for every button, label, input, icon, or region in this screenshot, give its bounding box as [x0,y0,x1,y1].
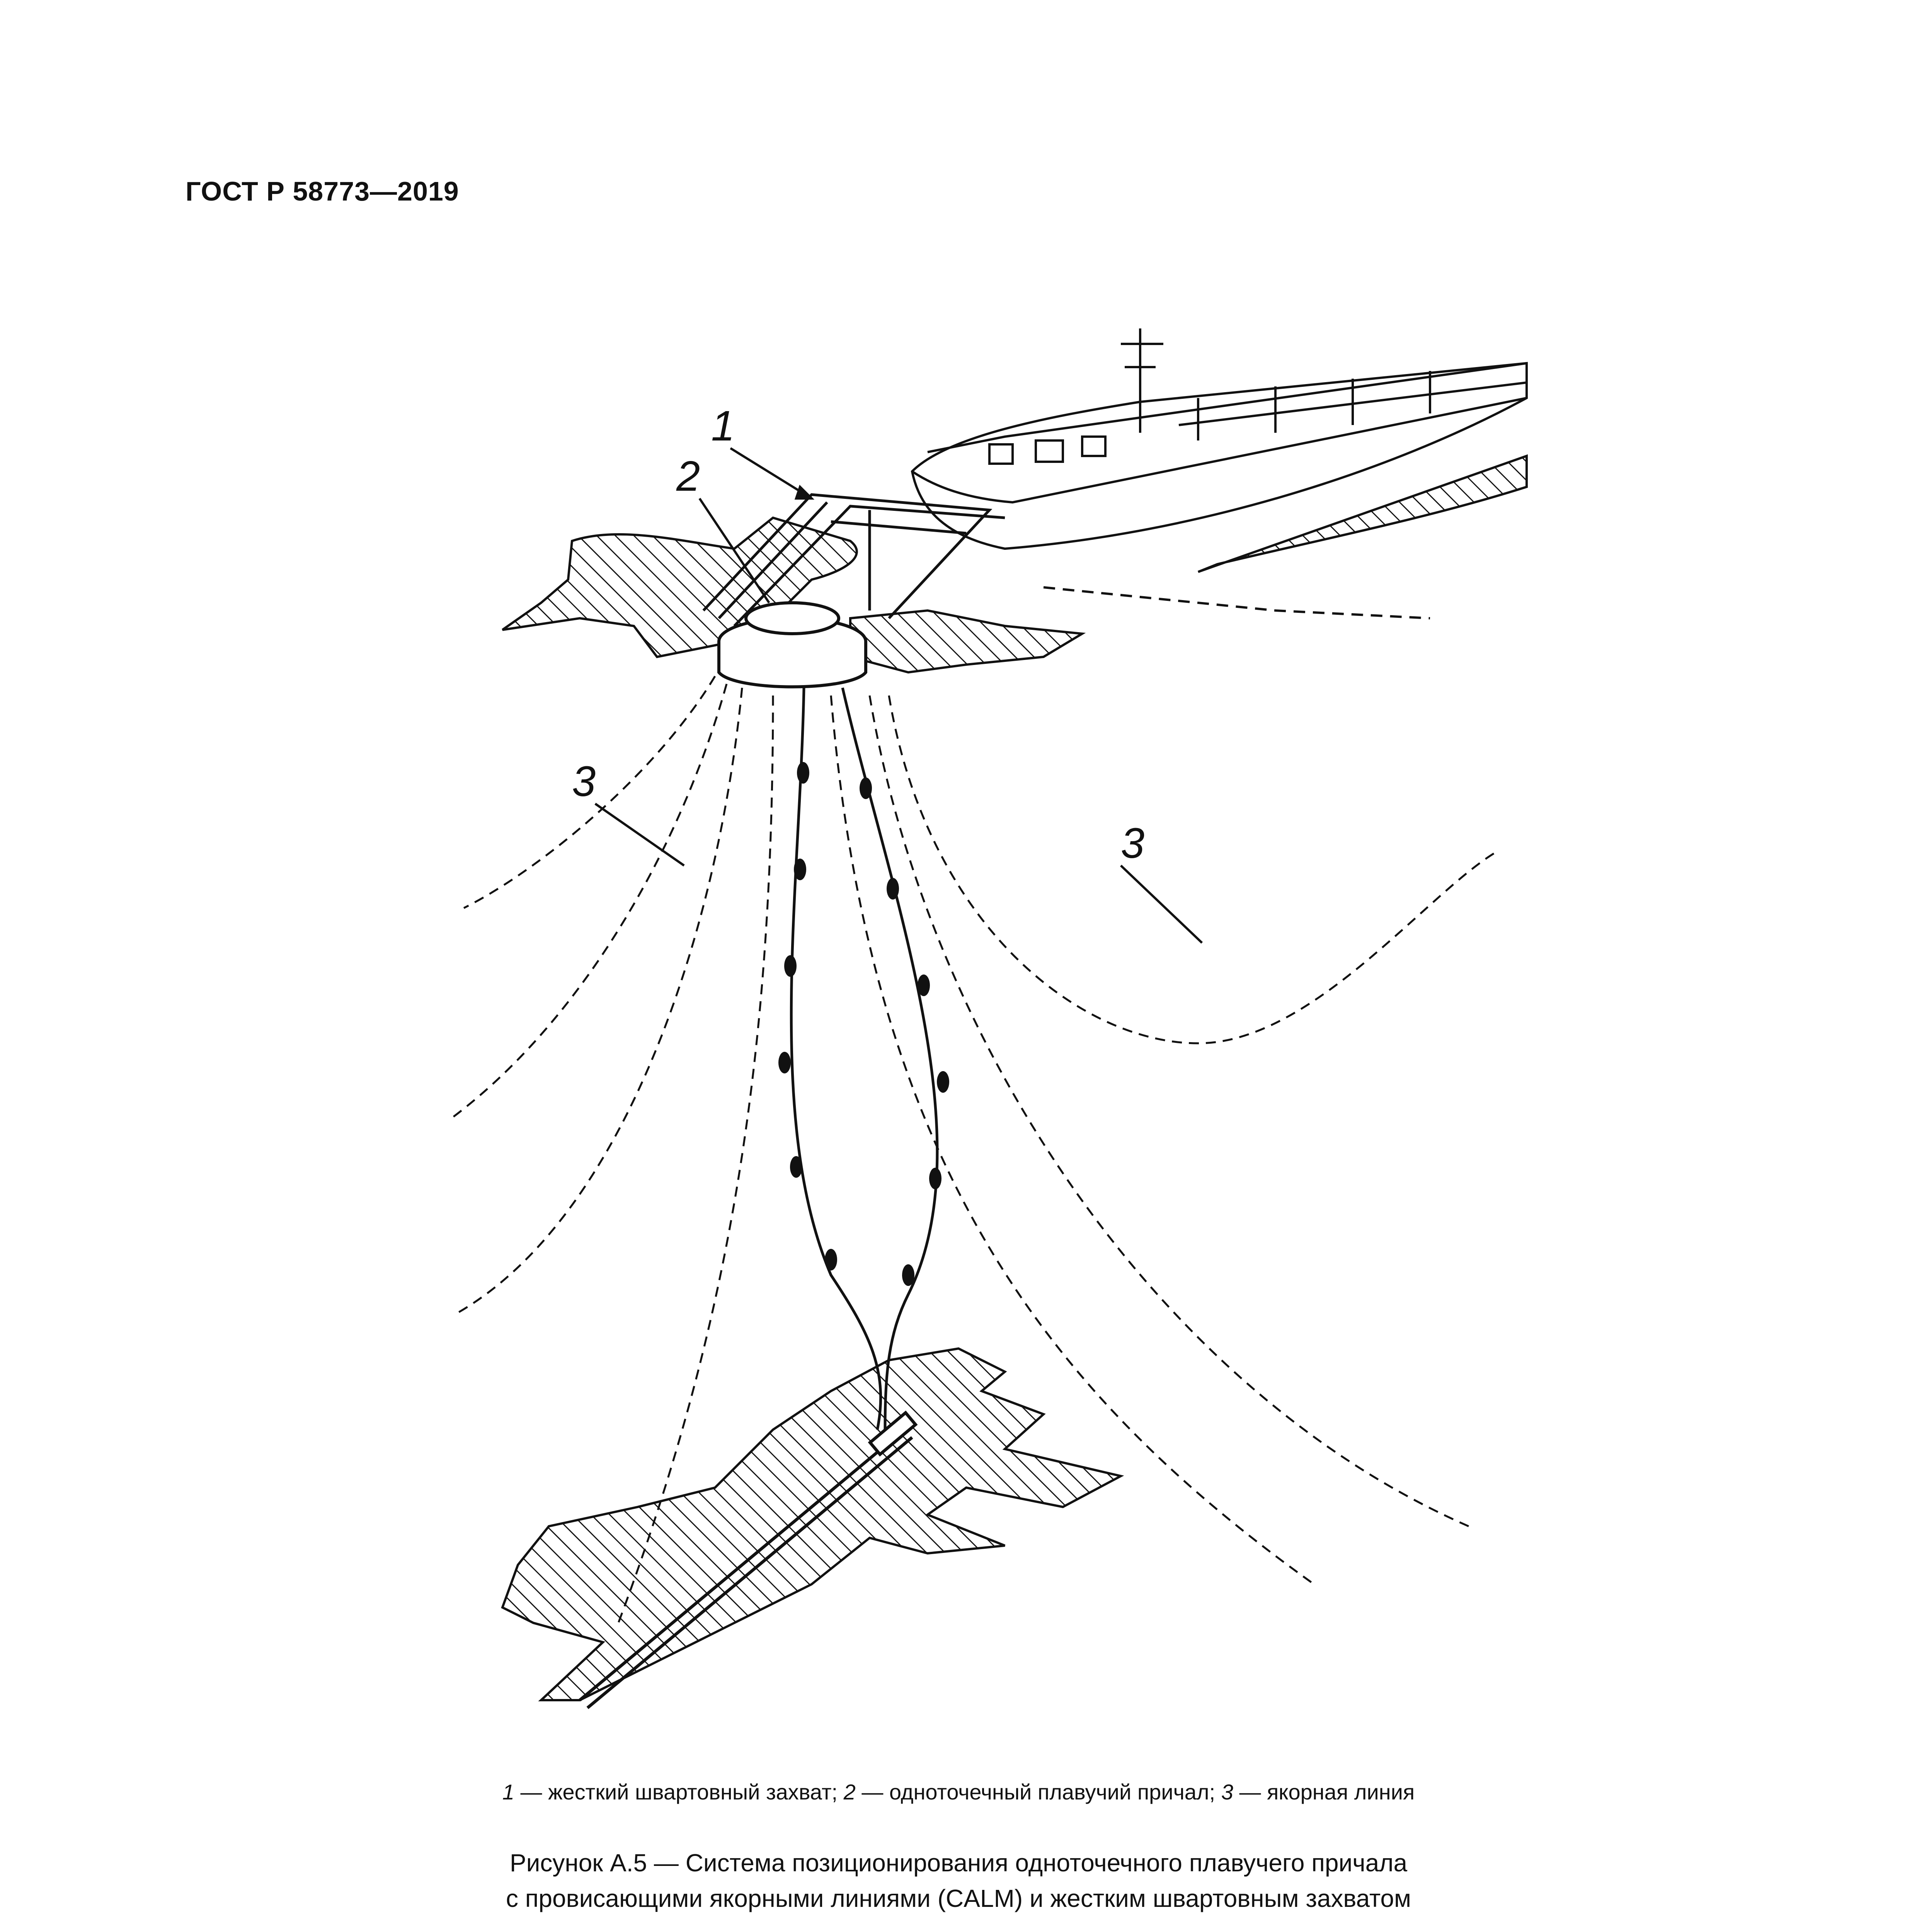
legend-num-1: 1 [502,1780,514,1804]
legend-text-2: — одноточечный плавучий причал; [855,1780,1221,1804]
document-header: ГОСТ Р 58773—2019 [186,176,459,206]
legend-num-3: 3 [1221,1780,1233,1804]
callout-1: 1 [711,402,735,450]
legend-text-1: — жесткий швартовный захват; [514,1780,844,1804]
caption-line-2: с провисающими якорными линиями (CALM) и жестким швартовным захватом [506,1884,1411,1912]
seabed-hatch [502,1349,1121,1700]
calm-system-figure [386,270,1546,1758]
callout-3-left: 3 [572,758,596,805]
tanker-ship [912,328,1527,618]
figure-caption [0,1845,1917,1916]
callout-3-right: 3 [1121,820,1145,867]
technical-drawing [386,270,1546,1758]
legend-num-2: 2 [843,1780,856,1804]
callout-2: 2 [676,452,700,500]
caption-line-1: Рисунок А.5 — Система позиционирования одноточечного плавучего причала [509,1849,1408,1877]
figure-legend [0,1779,1917,1804]
chain-riser [778,688,949,1430]
legend-text-3: — якорная линия [1233,1780,1415,1804]
